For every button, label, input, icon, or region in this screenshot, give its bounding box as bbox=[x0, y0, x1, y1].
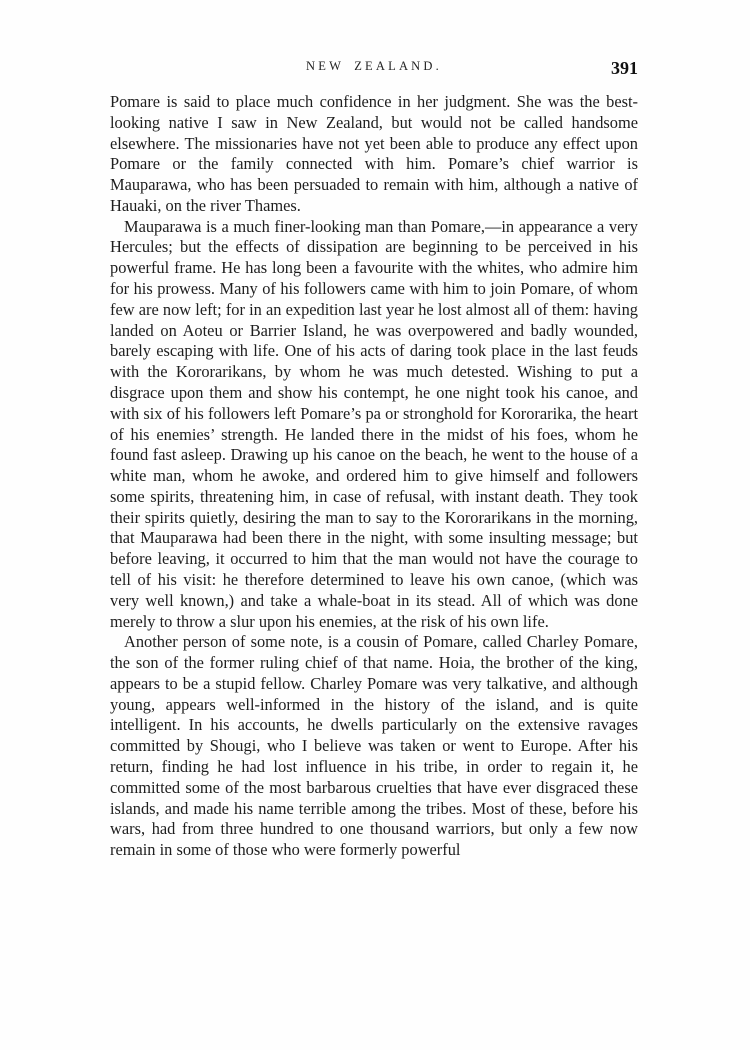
page-number: 391 bbox=[611, 58, 638, 78]
paragraph-continued: Pomare is said to place much confidence in her judgment. She was the best-looking native I saw in New Zealand, but would not be called handsome elsewhere. The missionaries have not yet been able to produce any effect upon Pomare or the family connected with him. Pomare’s chief warrior is Mauparawa, who has been persuaded to remain with him, although a native of Hauaki, on the river Thames. bbox=[110, 92, 638, 215]
paragraph-mauparawa: Mauparawa is a much finer-looking man than Pomare,—in appearance a very Hercules; but the effects of dissipation are beginning to be perceived in his powerful frame. He has long been a favourite with the whites, who admire him for his prowess. Many of his followers came with him to join Pomare, of whom few are now left; for in an expedition last year he lost almost all of them: having landed on Aoteu or Barrier Island, he was overpowered and badly wounded, barely escaping with life. One of his acts of daring took place in the last feuds with the Kororarikans, by whom he was much detested. Wishing to put a disgrace upon them and show his contempt, he one night took his canoe, and with six of his followers left Pomare’s pa or stronghold for Kororarika, the heart of his enemies’ strength. He landed there in the midst of his foes, whom he found fast asleep. Drawing up his canoe on the beach, he went to the house of a white man, whom he awoke, and ordered him to give himself and followers some spirits, threatening him, in case of refusal, with instant death. They took their spirits quietly, desiring the man to say to the Kororarikans in the morning, that Mauparawa had been there in the night, with some insulting message; but before leaving, it occurred to him that the man would not have the courage to tell of his visit: he therefore determined to leave his own canoe, (which was very well known,) and take a whale-boat in its stead. All of which was done merely to throw a slur upon his enemies, at the risk of his own life. bbox=[110, 216, 638, 631]
paragraph-charley-pomare: Another person of some note, is a cousin of Pomare, called Charley Pomare, the son of the former ruling chief of that name. Hoia, the brother of the king, appears to be a stupid fellow. Charley Pomare was very talkative, and although young, appears well-informed in the history of the island, and is quite intelligent. In his accounts, he dwells particularly on the extensive ravages committed by Shougi, who I believe was taken or went to Europe. After his return, finding he had lost influence in his tribe, in order to regain it, he committed some of the most barbarous cruelties that have ever disgraced these islands, and made his name terrible among the tribes. Most of these, before his wars, had from three hundred to one thousand warriors, but only a few now remain in some of those who were formerly powerful bbox=[110, 632, 638, 860]
running-head bbox=[110, 55, 638, 85]
running-head-title: NEW ZEALAND. bbox=[306, 59, 442, 73]
body-text bbox=[110, 92, 638, 861]
